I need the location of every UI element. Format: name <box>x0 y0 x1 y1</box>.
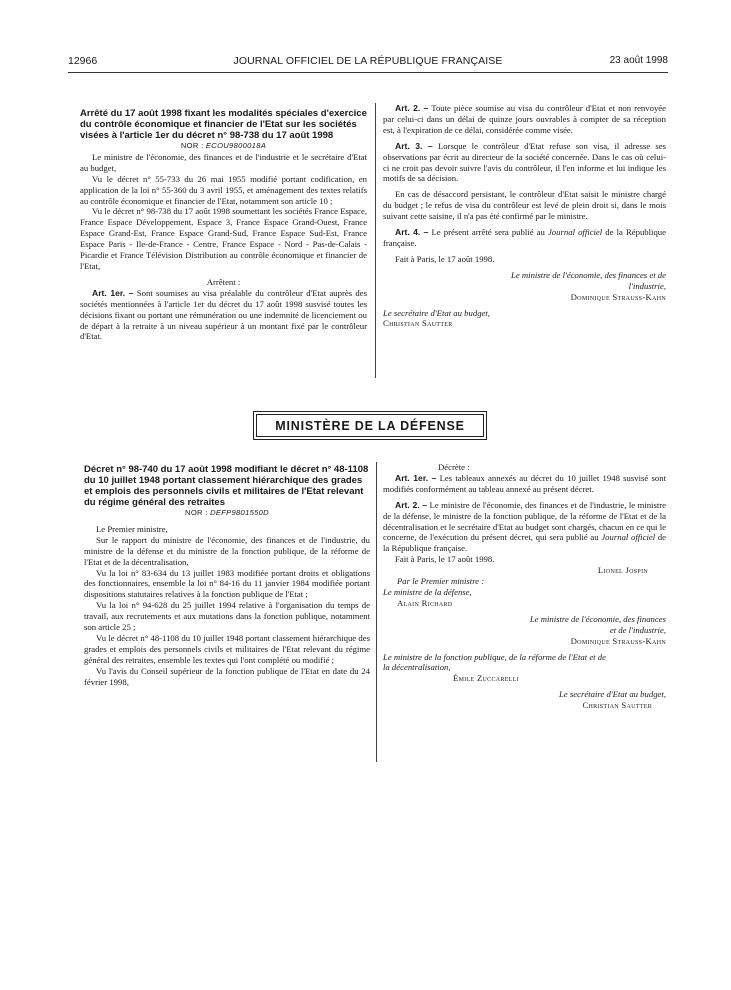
article-text: Les tableaux annexés au décret du 10 juillet 1948 susvisé sont modifiés conformément au tableau annexé au présent décret. <box>383 472 667 494</box>
nor-code: ECOU9800018A <box>205 141 267 150</box>
page-header <box>68 55 668 71</box>
article-text: de la République française. <box>383 532 667 554</box>
decret-article-1 <box>383 473 666 495</box>
decret-signatory-1-name: Alain Richard <box>397 597 453 608</box>
arrete-intro: Le ministre de l'économie, des finances et de l'industrie et le secrétaire d'Etat au budget, <box>80 151 367 173</box>
article-label: Art. 1er. – <box>92 287 134 298</box>
column-divider <box>376 462 377 762</box>
page-number: 12966 <box>68 55 98 67</box>
decret-signatory-3-title: Le ministre de la fonction publique, de la réforme de l'Etat et de la décentralisation, <box>383 651 606 673</box>
journal-title: JOURNAL OFFICIEL DE LA RÉPUBLIQUE FRANÇAISE <box>233 55 503 67</box>
decret-signatory-2-title: Le ministre de l'économie, des finances et de l'industrie, <box>529 613 666 635</box>
decret-vu-2: Vu la loi n° 94-628 du 25 juillet 1994 relative à l'organisation du temps de travail, aux recrutements et aux mutations dans la fonction publique, notamment son article 25 ; <box>84 600 370 633</box>
arrete-vu-1: Vu le décret n° 55-733 du 26 mai 1955 modifié portant codification, en application de la loi n° 55-360 du 3 avril 1955, et aménagement des textes relatifs au contrôle économique et financier de l'Etat, notamment son article 10 ; <box>80 173 367 206</box>
decret-signatory-3-name: Émile Zuccarelli <box>453 673 519 684</box>
decret-title: Décret n° 98-740 du 17 août 1998 modifiant le décret n° 48-1108 du 10 juillet 1948 portant classement hiérarchique des grades et emplois des personnels civils et militaires de l'Etat relevant du régime général des retraites <box>84 464 369 508</box>
decret-right-column <box>383 462 666 711</box>
decret-pm-name: Lionel Jospin <box>597 565 648 576</box>
article-label: Art. 4. – <box>395 227 429 238</box>
arrete-article-4 <box>383 227 666 249</box>
decret-signatory-4-name: Christian Sautter <box>582 700 652 711</box>
decret-signatory-1-title: Le ministre de la défense, <box>383 586 472 597</box>
decret-vu-1: Vu la loi n° 83-634 du 13 juillet 1983 modifiée portant droits et obligations des fonctionnaires, ensemble la loi n° 84-16 du 11 janvier 1984 modifiée portant dispositions statutaires relatives à la fonction publique de l'Etat ; <box>84 567 370 600</box>
arrete-arretent: Arrêtent : <box>206 276 241 287</box>
decret-signatory-4-title: Le secrétaire d'Etat au budget, <box>559 689 666 700</box>
arrete-vu-2: Vu le décret n° 98-738 du 17 août 1998 soumettant les sociétés France Espace, France Espace Développement, Espace 3, France Espace Grand-Ouest, France Espace Grand-Est, France Espace Grand-Sud, France Espace Sud-Est, France Espace Paris - Ile-de-France - Centre, France Espace - Nord - Pas-de-Calais - Picardie et France Télévision Distribution au contrôle économique et financier de l'Etat, <box>80 206 367 271</box>
article-text: Toute pièce soumise au visa du contrôleur d'Etat et non renvoyée par celui-ci dans un délai de quinze jours ouvrables à compter de sa réception est, à l'expiration de ce délai, considérée comme visée. <box>383 103 667 135</box>
decret-decrete: Décrète : <box>438 462 470 472</box>
arrete-signatory-2-title: Le secrétaire d'Etat au budget, <box>383 307 490 318</box>
arrete-signatory-2-name: Christian Sautter <box>383 318 453 329</box>
arrete-nor <box>80 141 367 152</box>
decret-vu-0: Sur le rapport du ministre de l'économie, des finances et de l'industrie, du ministre de la défense et du ministre de la fonction publique, de la réforme de l'Etat et de la décentralisation, <box>84 534 370 567</box>
journal-reference: Journal officiel <box>601 532 656 543</box>
article-label: Art. 2. – <box>395 103 429 113</box>
article-text: de la République française. <box>383 227 667 248</box>
arrete-left-column <box>80 108 367 342</box>
arrete-title: Arrêté du 17 août 1998 fixant les modalités spéciales d'exercice du contrôle économique et financier de l'Etat sur les sociétés visées à l'article 1er du décret n° 98-738 du 17 août 1998 <box>80 108 367 141</box>
decret-intro: Le Premier ministre, <box>96 523 168 534</box>
article-label: Art. 1er. – <box>395 472 437 483</box>
journal-reference: Journal officiel <box>547 227 603 238</box>
decret-vu-4: Vu l'avis du Conseil supérieur de la fonction publique de l'Etat en date du 24 février 1998, <box>84 665 370 687</box>
nor-code: DEFP9801550D <box>210 508 269 517</box>
article-label: Art. 2. – <box>395 499 428 510</box>
article-label: Art. 3. – <box>395 140 433 151</box>
arrete-right-column <box>383 103 666 329</box>
header-rule <box>68 72 668 73</box>
article-text: Le ministre de l'économie, des finances et de l'industrie, le ministre de la défense, le ministre de la fonction publique, de la réforme de l'Etat et de la décentralisation et le secrétaire d'Etat au budget sont chargés, chacun en ce qui le concerne, de l'exécution du présent décret, qui sera publié au <box>383 499 667 543</box>
decret-nor <box>84 508 370 519</box>
article-text: Lorsque le contrôleur d'Etat refuse son visa, il adresse ses observations par écrit au directeur de la société concernée. Dans le cas où celui-ci ne croit pas devoir suivre l'avis du contrôleur, il l'en informe et lui indique les motifs de sa décision. <box>383 140 666 184</box>
column-divider <box>375 103 376 378</box>
decret-vu-3: Vu le décret n° 48-1108 du 10 juillet 1948 portant classement hiérarchique des grades et emplois des personnels civils et militaires de l'Etat relevant du régime général des retraites, ensemble les textes qui l'ont complété ou modifié ; <box>84 632 370 665</box>
nor-label: NOR : <box>180 141 204 150</box>
decret-done-at: Fait à Paris, le 17 août 1998. <box>395 554 495 565</box>
arrete-article-3 <box>383 141 666 185</box>
issue-date: 23 août 1998 <box>609 55 668 66</box>
arrete-article-1 <box>80 288 367 343</box>
decret-left-column <box>84 464 370 688</box>
decret-signatory-2-name: Dominique Strauss-Kahn <box>570 635 666 646</box>
nor-label: NOR : <box>185 508 208 517</box>
arrete-signatory-1-name: Dominique Strauss-Kahn <box>570 291 666 302</box>
arrete-done-at: Fait à Paris, le 17 août 1998. <box>395 253 495 264</box>
article-text: Sont soumises au visa préalable du contrôleur d'Etat auprès des sociétés mentionnées à l'article 1er du décret du 17 août 1998 susvisé toutes les décisions fixant ou portant une rémunération ou une indemnité de licenciement ou de départ à la retraite à un niveau supérieur à un montant fixé par le contrôleur d'Etat. <box>80 287 368 342</box>
arrete-article-3-para-2: En cas de désaccord persistant, le contrôleur d'Etat saisit le ministre chargé du budget ; le refus de visa du contrôleur est levé de plein droit si, dans le mois suivant cette saisine, il n'a pas été confirmé par le ministre. <box>383 189 666 222</box>
arrete-signatory-1-title: Le ministre de l'économie, des finances et de l'industrie, <box>511 269 666 291</box>
arrete-article-2 <box>383 103 666 136</box>
decret-article-2 <box>383 500 666 555</box>
article-text: Le présent arrêté sera publié au <box>431 227 548 238</box>
ministry-heading: MINISTÈRE DE LA DÉFENSE <box>256 414 484 437</box>
decret-by-pm: Par le Premier ministre : <box>397 576 485 587</box>
